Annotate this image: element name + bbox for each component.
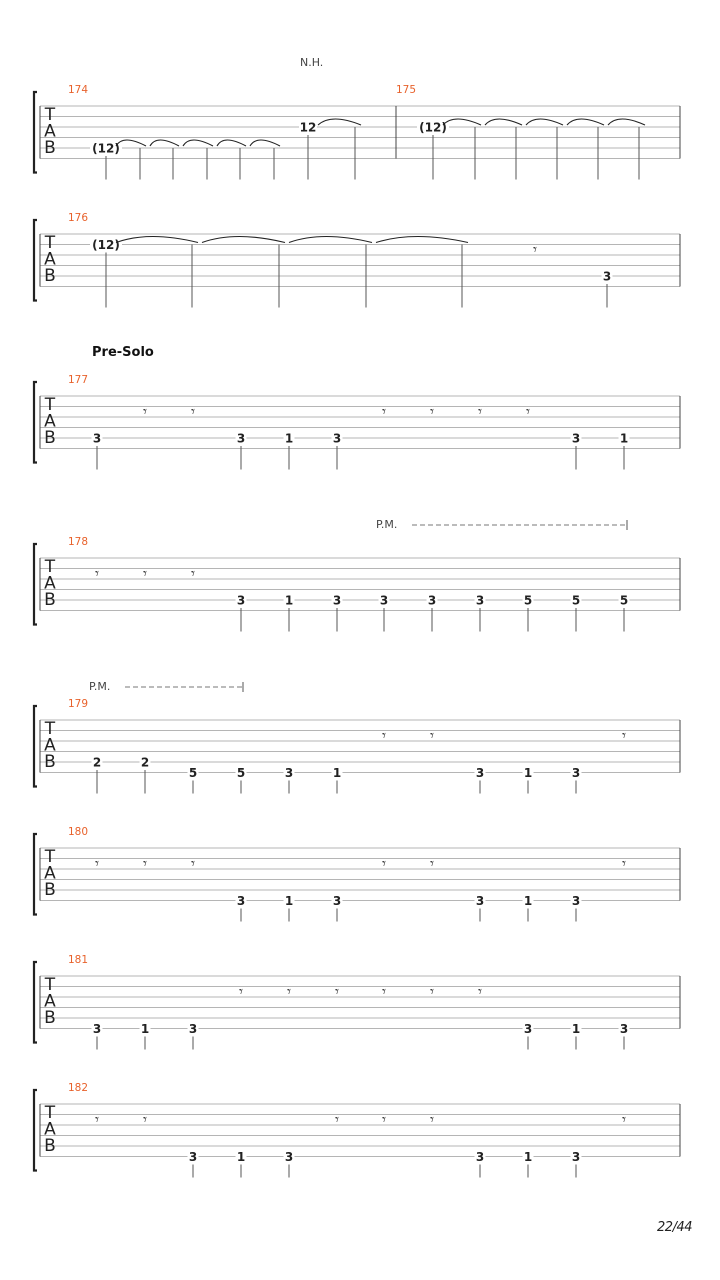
measure: [68, 954, 630, 1050]
tab-note: [236, 593, 247, 632]
fret-number: 2: [92, 755, 102, 770]
tab-note: [92, 1022, 103, 1050]
fret-number: 3: [427, 593, 437, 608]
measure: [68, 212, 613, 308]
tab-note: [188, 766, 199, 794]
fret-number: 1: [284, 431, 294, 446]
measure: [68, 518, 630, 632]
fret-number: 3: [602, 269, 612, 284]
tab-clef-letter: B: [44, 138, 56, 158]
tab-clef-letter: T: [44, 719, 56, 739]
tab-note: [571, 766, 582, 794]
tab-system: [34, 345, 680, 470]
tab-note: [475, 593, 486, 632]
measure-number: 177: [68, 374, 89, 386]
tab-note: [284, 593, 295, 632]
eighth-rest: 𝄾: [191, 854, 195, 873]
eighth-rest: 𝄾: [622, 854, 626, 873]
tab-note: [236, 766, 247, 794]
section-label: Pre-Solo: [92, 345, 154, 360]
tab-system: [34, 56, 680, 180]
tab-note: [619, 593, 630, 632]
tab-system: [34, 212, 680, 308]
system-bracket: [34, 544, 37, 625]
fret-number: 3: [571, 766, 581, 780]
tab-note: [90, 140, 146, 180]
tie: [217, 140, 246, 146]
eighth-rest: 𝄾: [430, 402, 434, 421]
tab-note: [619, 1022, 630, 1050]
palm-mute-marking: P.M.: [89, 680, 111, 693]
measure-number: 175: [396, 84, 417, 96]
eighth-rest: 𝄾: [191, 402, 195, 421]
eighth-rest: 𝄾: [95, 1110, 99, 1129]
fret-number: 3: [236, 593, 246, 608]
tab-clef-letter: T: [44, 1103, 56, 1123]
tab-clef-letter: T: [44, 557, 56, 577]
tab-note: [523, 1150, 534, 1178]
eighth-rest: 𝄾: [430, 854, 434, 873]
tab-clef-letter: B: [44, 590, 56, 610]
eighth-rest: 𝄾: [382, 854, 386, 873]
fret-number: 3: [332, 593, 342, 608]
tab-note: [571, 431, 582, 470]
eighth-rest: 𝄾: [622, 726, 626, 745]
tab-note: [571, 1022, 582, 1050]
tab-clef-letter: B: [44, 428, 56, 448]
fret-number: 12: [299, 120, 317, 135]
tab-system: [34, 826, 680, 922]
fret-number: 1: [523, 1150, 533, 1164]
tie: [567, 119, 604, 125]
tab-system: [34, 680, 680, 794]
tab-note: [619, 431, 630, 470]
eighth-rest: 𝄾: [430, 726, 434, 745]
palm-mute-marking: P.M.: [376, 518, 398, 531]
tab-note: [279, 237, 372, 308]
tab-note: [284, 431, 295, 470]
tab-note: [299, 119, 361, 180]
fret-number: 5: [523, 593, 533, 608]
tab-note: [523, 1022, 534, 1050]
tab-clef-letter: B: [44, 266, 56, 286]
measure: [68, 1082, 626, 1178]
tab-clef-letter: T: [44, 975, 56, 995]
tab-clef-letter: B: [44, 752, 56, 772]
measure-number: 181: [68, 954, 89, 966]
fret-number: (12): [92, 238, 120, 252]
tab-note: [188, 1022, 199, 1050]
fret-number: 5: [188, 766, 198, 780]
tab-clef-letter: B: [44, 1136, 56, 1156]
tab-clef-letter: B: [44, 1008, 56, 1028]
fret-number: 3: [523, 1022, 533, 1036]
tab-note: [475, 119, 522, 180]
eighth-rest: 𝄾: [335, 1110, 339, 1129]
eighth-rest: 𝄾: [239, 982, 243, 1001]
fret-number: 3: [284, 1150, 294, 1164]
tab-note: [417, 119, 481, 180]
fret-number: 3: [619, 1022, 629, 1036]
tab-note: [332, 766, 343, 794]
tab-clef-letter: T: [44, 233, 56, 253]
tab-system: [34, 1082, 680, 1178]
tab-note: [90, 237, 198, 308]
tab-clef-letter: A: [44, 735, 56, 756]
tie: [116, 237, 198, 243]
measure: [68, 56, 361, 180]
eighth-rest: 𝄾: [430, 982, 434, 1001]
tab-clef-letter: A: [44, 121, 56, 142]
measure: [396, 84, 645, 180]
fret-number: 3: [188, 1022, 198, 1036]
measure-number: 178: [68, 536, 89, 548]
tab-clef-letter: T: [44, 105, 56, 125]
eighth-rest: 𝄾: [622, 1110, 626, 1129]
tab-note: [284, 1150, 295, 1178]
tab-note: [571, 593, 582, 632]
tie: [608, 119, 645, 125]
fret-number: 3: [571, 894, 581, 908]
system-bracket: [34, 382, 37, 463]
fret-number: 1: [523, 894, 533, 908]
system-bracket: [34, 962, 37, 1043]
tab-clef-letter: A: [44, 991, 56, 1012]
tie: [526, 119, 563, 125]
system-bracket: [34, 706, 37, 787]
eighth-rest: 𝄾: [478, 982, 482, 1001]
eighth-rest: 𝄾: [143, 854, 147, 873]
eighth-rest: 𝄾: [335, 982, 339, 1001]
fret-number: (12): [92, 141, 120, 156]
eighth-rest: 𝄾: [143, 564, 147, 583]
page-number: 22/44: [657, 1220, 692, 1235]
system-bracket: [34, 220, 37, 301]
tab-note: [192, 237, 285, 308]
fret-number: 3: [571, 1150, 581, 1164]
tab-clef-letter: T: [44, 395, 56, 415]
eighth-rest: 𝄾: [382, 402, 386, 421]
tab-note: [284, 766, 295, 794]
eighth-rest: 𝄾: [382, 982, 386, 1001]
measure: [68, 826, 626, 922]
tab-note: [523, 894, 534, 922]
measure-number: 182: [68, 1082, 89, 1094]
fret-number: 1: [619, 431, 629, 446]
fret-number: 3: [188, 1150, 198, 1164]
tab-note: [140, 755, 151, 794]
tab-note: [475, 894, 486, 922]
fret-number: 2: [140, 755, 150, 770]
tie: [318, 119, 361, 125]
fret-number: 1: [236, 1150, 246, 1164]
system-bracket: [34, 834, 37, 915]
tab-clef-letter: A: [44, 1119, 56, 1140]
tab-note: [236, 1150, 247, 1178]
eighth-rest: 𝄾: [430, 1110, 434, 1129]
fret-number: 1: [523, 766, 533, 780]
tab-note: [236, 431, 247, 470]
tab-note: [332, 894, 343, 922]
tab-system: [34, 518, 680, 632]
tab-note: [379, 593, 390, 632]
tab-note: [92, 431, 103, 470]
tab-note: [571, 1150, 582, 1178]
eighth-rest: 𝄾: [287, 982, 291, 1001]
eighth-rest: 𝄾: [382, 1110, 386, 1129]
tie: [376, 237, 468, 243]
fret-number: 3: [236, 431, 246, 446]
measure-number: 179: [68, 698, 89, 710]
system-bracket: [34, 92, 37, 173]
fret-number: 1: [284, 894, 294, 908]
eighth-rest: 𝄾: [526, 402, 530, 421]
eighth-rest: 𝄾: [478, 402, 482, 421]
tab-note: [332, 431, 343, 470]
fret-number: 5: [571, 593, 581, 608]
eighth-rest: 𝄾: [143, 1110, 147, 1129]
tab-clef-letter: A: [44, 411, 56, 432]
system-bracket: [34, 1090, 37, 1171]
tab-note: [523, 593, 534, 632]
measure: [68, 374, 630, 470]
fret-number: 1: [332, 766, 342, 780]
tab-note: [188, 1150, 199, 1178]
fret-number: 1: [571, 1022, 581, 1036]
eighth-rest: 𝄾: [95, 854, 99, 873]
fret-number: 3: [236, 894, 246, 908]
harmonic-marking: N.H.: [300, 56, 324, 69]
measure-number: 176: [68, 212, 89, 224]
tab-clef-letter: A: [44, 249, 56, 270]
fret-number: 1: [140, 1022, 150, 1036]
tab-clef-letter: T: [44, 847, 56, 867]
fret-number: (12): [419, 120, 447, 135]
measure-number: 174: [68, 84, 89, 96]
tie: [289, 237, 372, 243]
tab-clef-letter: B: [44, 880, 56, 900]
tab-note: [366, 237, 468, 308]
tie: [150, 140, 179, 146]
fret-number: 3: [332, 894, 342, 908]
eighth-rest: 𝄾: [533, 240, 537, 259]
eighth-rest: 𝄾: [382, 726, 386, 745]
tab-note: [475, 1150, 486, 1178]
tab-note: [516, 119, 563, 180]
fret-number: 3: [332, 431, 342, 446]
tab-note: [140, 1022, 151, 1050]
tab-note: [571, 894, 582, 922]
tab-note: [598, 119, 645, 180]
fret-number: 3: [379, 593, 389, 608]
measure-number: 180: [68, 826, 89, 838]
tab-note: [284, 894, 295, 922]
fret-number: 3: [475, 766, 485, 780]
fret-number: 3: [475, 894, 485, 908]
tab-note: [92, 755, 103, 794]
fret-number: 3: [92, 431, 102, 446]
eighth-rest: 𝄾: [95, 564, 99, 583]
fret-number: 3: [92, 1022, 102, 1036]
fret-number: 3: [475, 593, 485, 608]
eighth-rest: 𝄾: [191, 564, 195, 583]
tab-note: [427, 593, 438, 632]
tab-clef-letter: A: [44, 573, 56, 594]
fret-number: 3: [475, 1150, 485, 1164]
tie: [250, 140, 280, 146]
tie: [485, 119, 522, 125]
eighth-rest: 𝄾: [143, 402, 147, 421]
tab-note: [557, 119, 604, 180]
fret-number: 5: [619, 593, 629, 608]
fret-number: 3: [571, 431, 581, 446]
tab-clef-letter: A: [44, 863, 56, 884]
tab-note: [332, 593, 343, 632]
tab-note: [523, 766, 534, 794]
tie: [202, 237, 285, 243]
fret-number: 1: [284, 593, 294, 608]
measure: [68, 680, 626, 794]
tab-system: [34, 954, 680, 1050]
tab-note: [602, 269, 613, 308]
tab-note: [475, 766, 486, 794]
tab-note: [236, 894, 247, 922]
fret-number: 3: [284, 766, 294, 780]
fret-number: 5: [236, 766, 246, 780]
tie: [183, 140, 213, 146]
